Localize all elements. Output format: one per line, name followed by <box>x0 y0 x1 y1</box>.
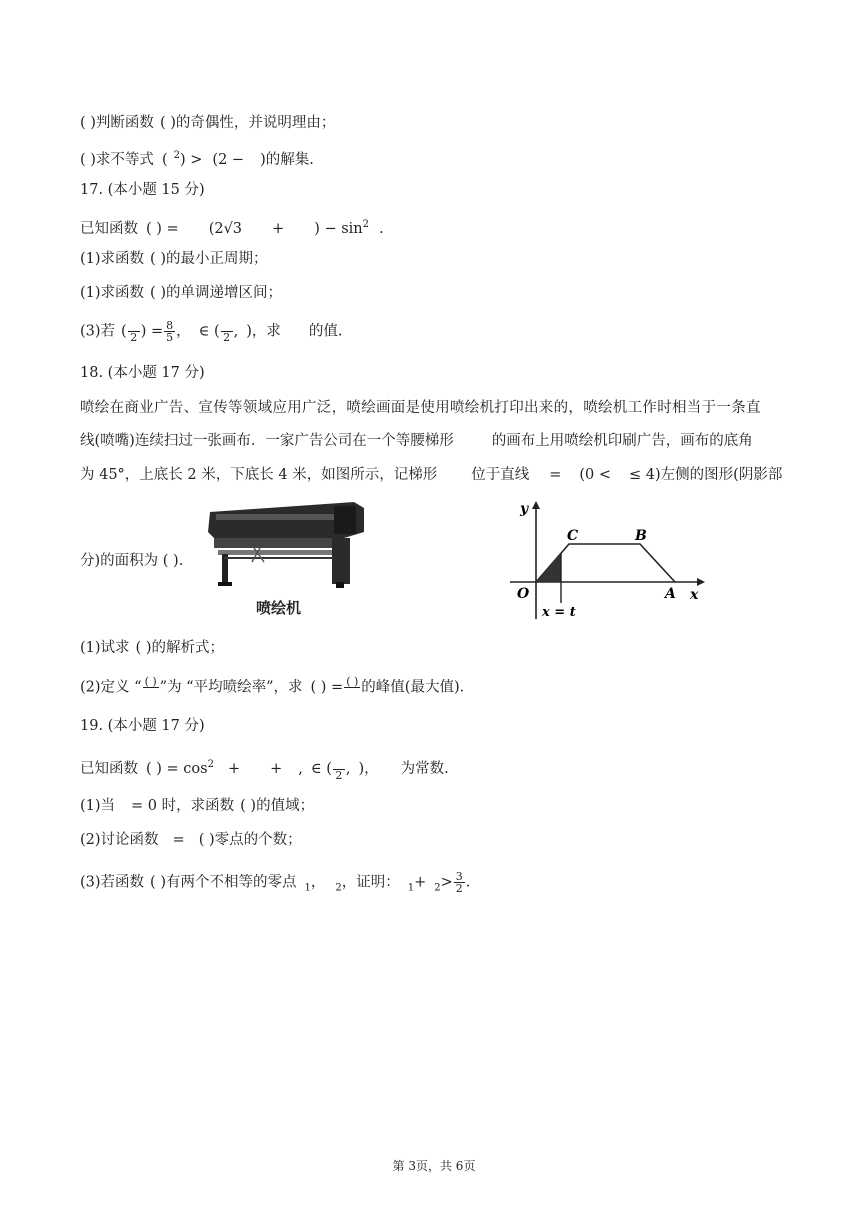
text-segment: (0 < <box>579 467 612 483</box>
text-segment: ( ) = cos <box>146 761 208 777</box>
text-segment: 已知函数 <box>80 761 138 777</box>
text-segment: (1)试求 <box>80 640 130 656</box>
text-segment: ( )的解析式； <box>135 640 224 656</box>
fraction-numerator: 3 <box>455 870 463 883</box>
fraction <box>128 320 140 343</box>
text-segment: (2)讨论函数 <box>80 832 159 848</box>
q17-given <box>80 215 384 239</box>
text-segment: = <box>549 467 562 483</box>
text-segment: , <box>233 323 239 340</box>
text-segment: ) > <box>179 152 203 168</box>
fraction-denominator: 2 <box>130 331 138 344</box>
text-segment: )的解集. <box>260 152 314 168</box>
printer-icon <box>208 502 364 588</box>
text-segment: = <box>172 832 185 848</box>
trapezoid-graph <box>505 495 710 625</box>
q16-part2 <box>80 146 314 170</box>
text-segment: (3)若 <box>80 323 116 340</box>
q17-part3 <box>80 320 343 343</box>
q16-part1 <box>80 113 335 133</box>
fraction <box>143 676 159 699</box>
text-segment: ， <box>176 323 191 340</box>
fraction-numerator: ( ) <box>346 675 359 688</box>
text-segment: (2√3 <box>208 221 243 237</box>
text-segment: ( )零点的个数； <box>198 832 302 848</box>
q18-part1 <box>80 638 224 658</box>
q18-paragraph-line2 <box>80 431 753 451</box>
text-segment: + <box>270 761 283 777</box>
label-B: B <box>635 528 647 544</box>
label-C: C <box>567 528 579 544</box>
printer-caption: 喷绘机 <box>256 599 302 617</box>
text-segment: 的峰值(最大值). <box>361 679 465 696</box>
text-segment: ，证明： <box>341 874 400 891</box>
text-segment: 为常数. <box>400 761 449 777</box>
text-segment: (1)当 <box>80 798 116 814</box>
text-segment: ， <box>310 874 326 891</box>
text-segment: 已知函数 <box>80 221 138 237</box>
text-segment: ( )的奇偶性，并说明理由； <box>159 115 336 131</box>
q17-part2 <box>80 283 282 303</box>
fraction <box>454 871 465 894</box>
text-segment: ( <box>121 323 127 340</box>
label-x-equals-t: x = t <box>542 605 576 620</box>
label-A: A <box>665 586 676 602</box>
q18-paragraph-line3 <box>80 465 782 485</box>
text-segment: 线(喷嘴)连续扫过一张画布．一家广告公司在一个等腰梯形 <box>80 433 454 449</box>
fraction-numerator: ( ) <box>144 675 157 688</box>
label-origin: O <box>517 586 530 602</box>
fraction-denominator: 5 <box>166 331 174 344</box>
text-segment: (1)求函数 <box>80 251 145 267</box>
text-segment: . <box>379 221 384 237</box>
text-segment: 的画布上用喷绘机印刷广告，画布的底角 <box>491 433 753 449</box>
superscript: 2 <box>207 759 214 770</box>
text-segment: 的值. <box>308 323 343 340</box>
text-segment: ”为 “平均喷绘率”，求 <box>159 679 303 696</box>
text-segment: ( ) = <box>146 221 179 237</box>
text-segment: ( )的最小正周期； <box>150 251 268 267</box>
x-axis-arrow-icon <box>697 578 705 586</box>
text-segment: ( )求不等式 <box>80 152 154 168</box>
text-segment: 位于直线 <box>471 467 530 483</box>
subscript: 1 <box>407 882 415 894</box>
subscript: 2 <box>335 882 342 894</box>
text-segment: ( )判断函数 <box>80 115 154 131</box>
subscript: 2 <box>434 882 441 894</box>
text-segment: + <box>272 221 285 237</box>
text-segment: 为 45°，上底长 2 米，下底长 4 米，如图所示，记梯形 <box>80 467 438 483</box>
q18-paragraph-line4: 分)的面积为 ( ). <box>80 553 184 569</box>
fraction <box>221 320 233 343</box>
text-segment: (2)定义 “ <box>80 679 142 696</box>
q17-part1 <box>80 249 267 269</box>
y-axis-arrow-icon <box>532 501 540 509</box>
text-segment: ( )的单调递增区间； <box>150 285 282 301</box>
text-segment: > <box>440 874 453 891</box>
text-segment: (3)若函数 <box>80 874 145 891</box>
text-segment: . <box>465 874 471 891</box>
text-segment: (2 − <box>212 152 245 168</box>
fraction-denominator: 2 <box>455 882 463 895</box>
q18-paragraph-line1: 喷绘在商业广告、宣传等领域应用广泛，喷绘画面是使用喷绘机打印出来的，喷绘机工作时相当于一条直 <box>80 400 761 416</box>
text-segment: )， <box>358 761 379 777</box>
text-segment: (1)求函数 <box>80 285 145 301</box>
text-segment: , <box>345 761 351 777</box>
text-segment: ∈ ( <box>198 323 220 340</box>
superscript: 2 <box>362 219 370 230</box>
text-segment: ≤ 4)左侧的图形(阴影部 <box>629 467 783 483</box>
q18-part2 <box>80 676 464 699</box>
text-segment: ) − sin <box>314 221 363 237</box>
text-segment: ( )有两个不相等的零点 <box>150 874 297 891</box>
superscript: 2 <box>173 150 180 161</box>
text-segment: + <box>414 874 427 891</box>
text-segment: ( <box>161 152 168 168</box>
text-segment: ( ) = <box>310 679 344 696</box>
fraction <box>333 758 345 781</box>
text-segment: ∈ ( <box>310 761 332 777</box>
q19-heading: 19. (本小题 17 分) <box>80 718 205 734</box>
text-segment: = 0 时，求函数 <box>131 798 235 814</box>
fraction-denominator: 2 <box>223 331 231 344</box>
q19-part1 <box>80 796 314 816</box>
text-segment: + <box>227 761 241 777</box>
q19-part2 <box>80 830 302 850</box>
text-segment: ) = <box>140 323 164 340</box>
q19-part3 <box>80 871 470 899</box>
q18-heading: 18. (本小题 17 分) <box>80 365 205 381</box>
label-y: y <box>520 501 529 517</box>
label-x: x <box>690 587 699 603</box>
q19-given <box>80 755 449 781</box>
text-segment: , <box>298 761 303 777</box>
fraction-denominator: 2 <box>335 768 343 782</box>
text-segment: )，求 <box>246 323 281 340</box>
text-segment: ( )的值域； <box>240 798 315 814</box>
page-footer: 第 3页，共 6页 <box>392 1159 476 1173</box>
fraction-numerator: 8 <box>166 319 174 332</box>
q17-heading: 17. (本小题 15 分) <box>80 182 205 198</box>
fraction <box>344 676 360 699</box>
fraction <box>164 320 175 343</box>
subscript: 1 <box>304 882 311 894</box>
